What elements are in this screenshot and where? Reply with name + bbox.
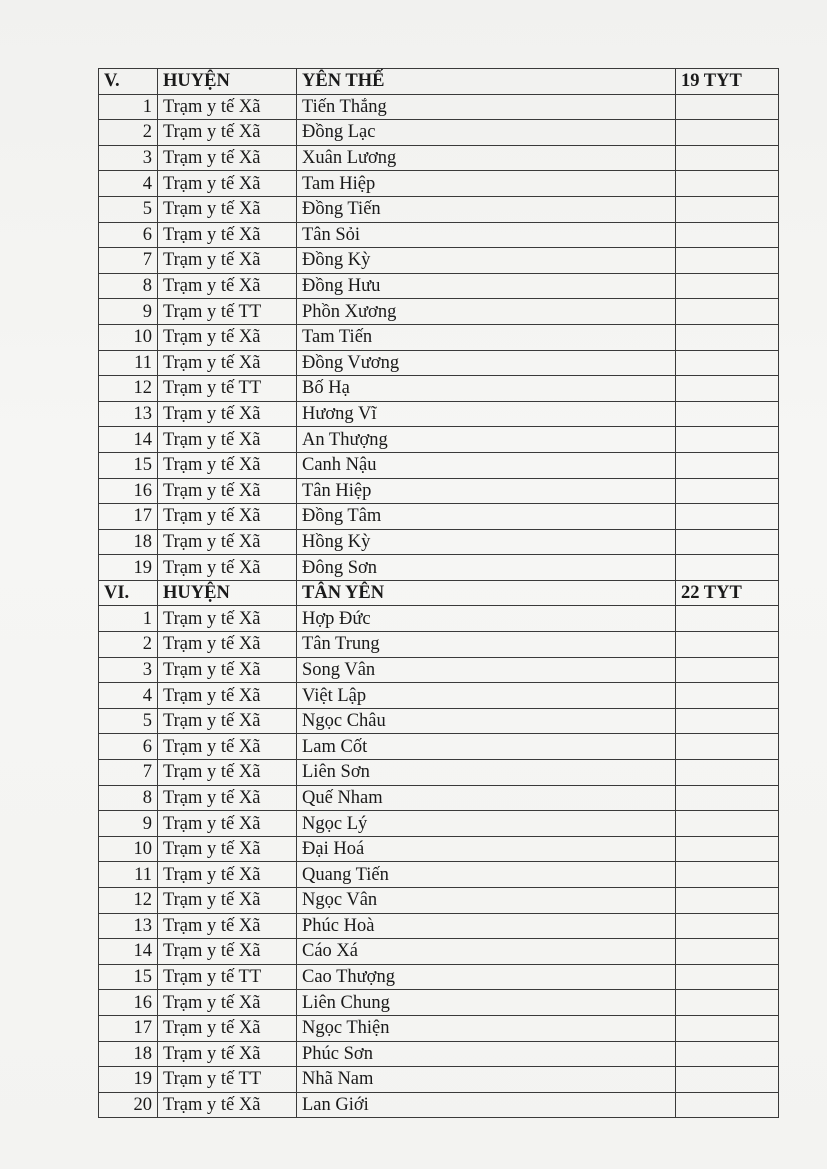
commune-name: Đông Sơn xyxy=(297,555,676,581)
station-type: Trạm y tế Xã xyxy=(158,478,297,504)
row-empty-cell xyxy=(676,1041,779,1067)
row-empty-cell xyxy=(676,504,779,530)
station-type: Trạm y tế Xã xyxy=(158,529,297,555)
table-row xyxy=(99,273,779,299)
table-row xyxy=(99,811,779,837)
commune-name: Tam Hiệp xyxy=(297,171,676,197)
station-type: Trạm y tế TT xyxy=(158,964,297,990)
table-row xyxy=(99,427,779,453)
row-number: 7 xyxy=(99,760,158,786)
row-number: 5 xyxy=(99,708,158,734)
station-type: Trạm y tế Xã xyxy=(158,913,297,939)
row-number: 18 xyxy=(99,529,158,555)
row-empty-cell xyxy=(676,273,779,299)
commune-name: Tam Tiến xyxy=(297,324,676,350)
row-empty-cell xyxy=(676,120,779,146)
table-row xyxy=(99,120,779,146)
row-empty-cell xyxy=(676,529,779,555)
row-number: 7 xyxy=(99,248,158,274)
table-row xyxy=(99,913,779,939)
section-district-name: YÊN THẾ xyxy=(297,69,676,95)
table-row xyxy=(99,760,779,786)
health-station-table xyxy=(98,68,779,1118)
row-number: 16 xyxy=(99,990,158,1016)
commune-name: Ngọc Châu xyxy=(297,708,676,734)
row-number: 15 xyxy=(99,452,158,478)
station-type: Trạm y tế Xã xyxy=(158,196,297,222)
row-number: 13 xyxy=(99,913,158,939)
row-empty-cell xyxy=(676,1092,779,1118)
table-row xyxy=(99,708,779,734)
row-number: 2 xyxy=(99,120,158,146)
commune-name: An Thượng xyxy=(297,427,676,453)
row-number: 14 xyxy=(99,427,158,453)
commune-name: Đồng Vương xyxy=(297,350,676,376)
commune-name: Canh Nậu xyxy=(297,452,676,478)
station-type: Trạm y tế Xã xyxy=(158,632,297,658)
section-header-row xyxy=(99,69,779,95)
station-type: Trạm y tế Xã xyxy=(158,683,297,709)
row-empty-cell xyxy=(676,145,779,171)
commune-name: Phúc Sơn xyxy=(297,1041,676,1067)
row-number: 6 xyxy=(99,734,158,760)
row-empty-cell xyxy=(676,913,779,939)
table-row xyxy=(99,350,779,376)
table-row xyxy=(99,299,779,325)
commune-name: Đồng Hưu xyxy=(297,273,676,299)
station-type: Trạm y tế Xã xyxy=(158,350,297,376)
section-header-row xyxy=(99,580,779,606)
station-type: Trạm y tế Xã xyxy=(158,990,297,1016)
station-type: Trạm y tế TT xyxy=(158,376,297,402)
row-empty-cell xyxy=(676,964,779,990)
table-row xyxy=(99,478,779,504)
commune-name: Đồng Tâm xyxy=(297,504,676,530)
row-number: 13 xyxy=(99,401,158,427)
commune-name: Hợp Đức xyxy=(297,606,676,632)
station-type: Trạm y tế Xã xyxy=(158,171,297,197)
row-empty-cell xyxy=(676,760,779,786)
row-number: 11 xyxy=(99,862,158,888)
row-number: 1 xyxy=(99,606,158,632)
table-row xyxy=(99,734,779,760)
table-row xyxy=(99,1015,779,1041)
commune-name: Tân Hiệp xyxy=(297,478,676,504)
row-number: 3 xyxy=(99,145,158,171)
station-type: Trạm y tế Xã xyxy=(158,657,297,683)
row-empty-cell xyxy=(676,222,779,248)
commune-name: Song Vân xyxy=(297,657,676,683)
table-row xyxy=(99,657,779,683)
row-number: 3 xyxy=(99,657,158,683)
station-type: Trạm y tế Xã xyxy=(158,248,297,274)
section-station-count: 22 TYT xyxy=(676,580,779,606)
station-type: Trạm y tế Xã xyxy=(158,504,297,530)
table-row xyxy=(99,1041,779,1067)
station-type: Trạm y tế Xã xyxy=(158,273,297,299)
station-type: Trạm y tế TT xyxy=(158,1067,297,1093)
station-type: Trạm y tế Xã xyxy=(158,862,297,888)
row-empty-cell xyxy=(676,478,779,504)
commune-name: Quế Nham xyxy=(297,785,676,811)
commune-name: Liên Chung xyxy=(297,990,676,1016)
commune-name: Việt Lập xyxy=(297,683,676,709)
commune-name: Tân Sỏi xyxy=(297,222,676,248)
row-empty-cell xyxy=(676,376,779,402)
station-type: Trạm y tế Xã xyxy=(158,324,297,350)
table-row xyxy=(99,939,779,965)
row-empty-cell xyxy=(676,94,779,120)
table-row xyxy=(99,196,779,222)
row-number: 17 xyxy=(99,504,158,530)
station-type: Trạm y tế Xã xyxy=(158,120,297,146)
commune-name: Cáo Xá xyxy=(297,939,676,965)
table-row xyxy=(99,504,779,530)
row-empty-cell xyxy=(676,1015,779,1041)
station-type: Trạm y tế Xã xyxy=(158,94,297,120)
row-number: 15 xyxy=(99,964,158,990)
table-row xyxy=(99,555,779,581)
row-number: 19 xyxy=(99,1067,158,1093)
row-number: 18 xyxy=(99,1041,158,1067)
section-district-name: TÂN YÊN xyxy=(297,580,676,606)
commune-name: Hồng Kỳ xyxy=(297,529,676,555)
row-empty-cell xyxy=(676,299,779,325)
commune-name: Quang Tiến xyxy=(297,862,676,888)
commune-name: Bố Hạ xyxy=(297,376,676,402)
station-type: Trạm y tế Xã xyxy=(158,939,297,965)
row-empty-cell xyxy=(676,1067,779,1093)
station-type: Trạm y tế Xã xyxy=(158,145,297,171)
row-empty-cell xyxy=(676,632,779,658)
table-row xyxy=(99,94,779,120)
commune-name: Đồng Kỳ xyxy=(297,248,676,274)
table-row xyxy=(99,222,779,248)
station-type: Trạm y tế Xã xyxy=(158,734,297,760)
station-type: Trạm y tế Xã xyxy=(158,555,297,581)
station-type: Trạm y tế Xã xyxy=(158,888,297,914)
row-number: 12 xyxy=(99,888,158,914)
commune-name: Tân Trung xyxy=(297,632,676,658)
station-type: Trạm y tế TT xyxy=(158,299,297,325)
commune-name: Ngọc Lý xyxy=(297,811,676,837)
row-number: 8 xyxy=(99,273,158,299)
row-number: 4 xyxy=(99,171,158,197)
station-type: Trạm y tế Xã xyxy=(158,222,297,248)
commune-name: Phồn Xương xyxy=(297,299,676,325)
row-empty-cell xyxy=(676,888,779,914)
table-row xyxy=(99,529,779,555)
row-empty-cell xyxy=(676,427,779,453)
station-type: Trạm y tế Xã xyxy=(158,1041,297,1067)
commune-name: Nhã Nam xyxy=(297,1067,676,1093)
table-row xyxy=(99,324,779,350)
row-empty-cell xyxy=(676,452,779,478)
table-row xyxy=(99,171,779,197)
station-type: Trạm y tế Xã xyxy=(158,760,297,786)
row-number: 9 xyxy=(99,811,158,837)
row-empty-cell xyxy=(676,606,779,632)
table-body xyxy=(99,69,779,1118)
station-type: Trạm y tế Xã xyxy=(158,452,297,478)
station-type: Trạm y tế Xã xyxy=(158,811,297,837)
row-number: 6 xyxy=(99,222,158,248)
row-empty-cell xyxy=(676,939,779,965)
commune-name: Đại Hoá xyxy=(297,836,676,862)
row-empty-cell xyxy=(676,401,779,427)
row-number: 16 xyxy=(99,478,158,504)
row-empty-cell xyxy=(676,708,779,734)
row-empty-cell xyxy=(676,657,779,683)
station-type: Trạm y tế Xã xyxy=(158,427,297,453)
row-empty-cell xyxy=(676,171,779,197)
table-row xyxy=(99,785,779,811)
table-row xyxy=(99,401,779,427)
section-station-count: 19 TYT xyxy=(676,69,779,95)
station-type: Trạm y tế Xã xyxy=(158,1015,297,1041)
table-row xyxy=(99,964,779,990)
row-empty-cell xyxy=(676,350,779,376)
row-number: 9 xyxy=(99,299,158,325)
station-type: Trạm y tế Xã xyxy=(158,785,297,811)
row-empty-cell xyxy=(676,836,779,862)
row-number: 10 xyxy=(99,836,158,862)
commune-name: Hương Vĩ xyxy=(297,401,676,427)
table-row xyxy=(99,376,779,402)
row-number: 11 xyxy=(99,350,158,376)
section-type-label: HUYỆN xyxy=(158,69,297,95)
row-number: 1 xyxy=(99,94,158,120)
row-empty-cell xyxy=(676,811,779,837)
station-type: Trạm y tế Xã xyxy=(158,1092,297,1118)
section-type-label: HUYỆN xyxy=(158,580,297,606)
table-row xyxy=(99,1067,779,1093)
commune-name: Lan Giới xyxy=(297,1092,676,1118)
commune-name: Lam Cốt xyxy=(297,734,676,760)
commune-name: Xuân Lương xyxy=(297,145,676,171)
commune-name: Cao Thượng xyxy=(297,964,676,990)
commune-name: Liên Sơn xyxy=(297,760,676,786)
row-number: 8 xyxy=(99,785,158,811)
row-number: 14 xyxy=(99,939,158,965)
commune-name: Đồng Lạc xyxy=(297,120,676,146)
section-roman-numeral: V. xyxy=(99,69,158,95)
station-type: Trạm y tế Xã xyxy=(158,606,297,632)
row-empty-cell xyxy=(676,785,779,811)
commune-name: Phúc Hoà xyxy=(297,913,676,939)
row-empty-cell xyxy=(676,734,779,760)
commune-name: Ngọc Thiện xyxy=(297,1015,676,1041)
row-number: 17 xyxy=(99,1015,158,1041)
commune-name: Đồng Tiến xyxy=(297,196,676,222)
table-row xyxy=(99,452,779,478)
station-type: Trạm y tế Xã xyxy=(158,708,297,734)
row-empty-cell xyxy=(676,324,779,350)
row-number: 20 xyxy=(99,1092,158,1118)
table-row xyxy=(99,248,779,274)
row-number: 2 xyxy=(99,632,158,658)
commune-name: Ngọc Vân xyxy=(297,888,676,914)
table-row xyxy=(99,1092,779,1118)
row-empty-cell xyxy=(676,248,779,274)
station-type: Trạm y tế Xã xyxy=(158,836,297,862)
commune-name: Tiến Thắng xyxy=(297,94,676,120)
table-row xyxy=(99,145,779,171)
row-number: 19 xyxy=(99,555,158,581)
row-empty-cell xyxy=(676,862,779,888)
section-roman-numeral: VI. xyxy=(99,580,158,606)
row-empty-cell xyxy=(676,555,779,581)
table-row xyxy=(99,632,779,658)
row-empty-cell xyxy=(676,196,779,222)
table-row xyxy=(99,862,779,888)
table-row xyxy=(99,606,779,632)
row-number: 5 xyxy=(99,196,158,222)
row-number: 10 xyxy=(99,324,158,350)
row-empty-cell xyxy=(676,683,779,709)
row-number: 12 xyxy=(99,376,158,402)
station-type: Trạm y tế Xã xyxy=(158,401,297,427)
table-row xyxy=(99,836,779,862)
table-row xyxy=(99,888,779,914)
table-row xyxy=(99,683,779,709)
row-number: 4 xyxy=(99,683,158,709)
row-empty-cell xyxy=(676,990,779,1016)
table-row xyxy=(99,990,779,1016)
